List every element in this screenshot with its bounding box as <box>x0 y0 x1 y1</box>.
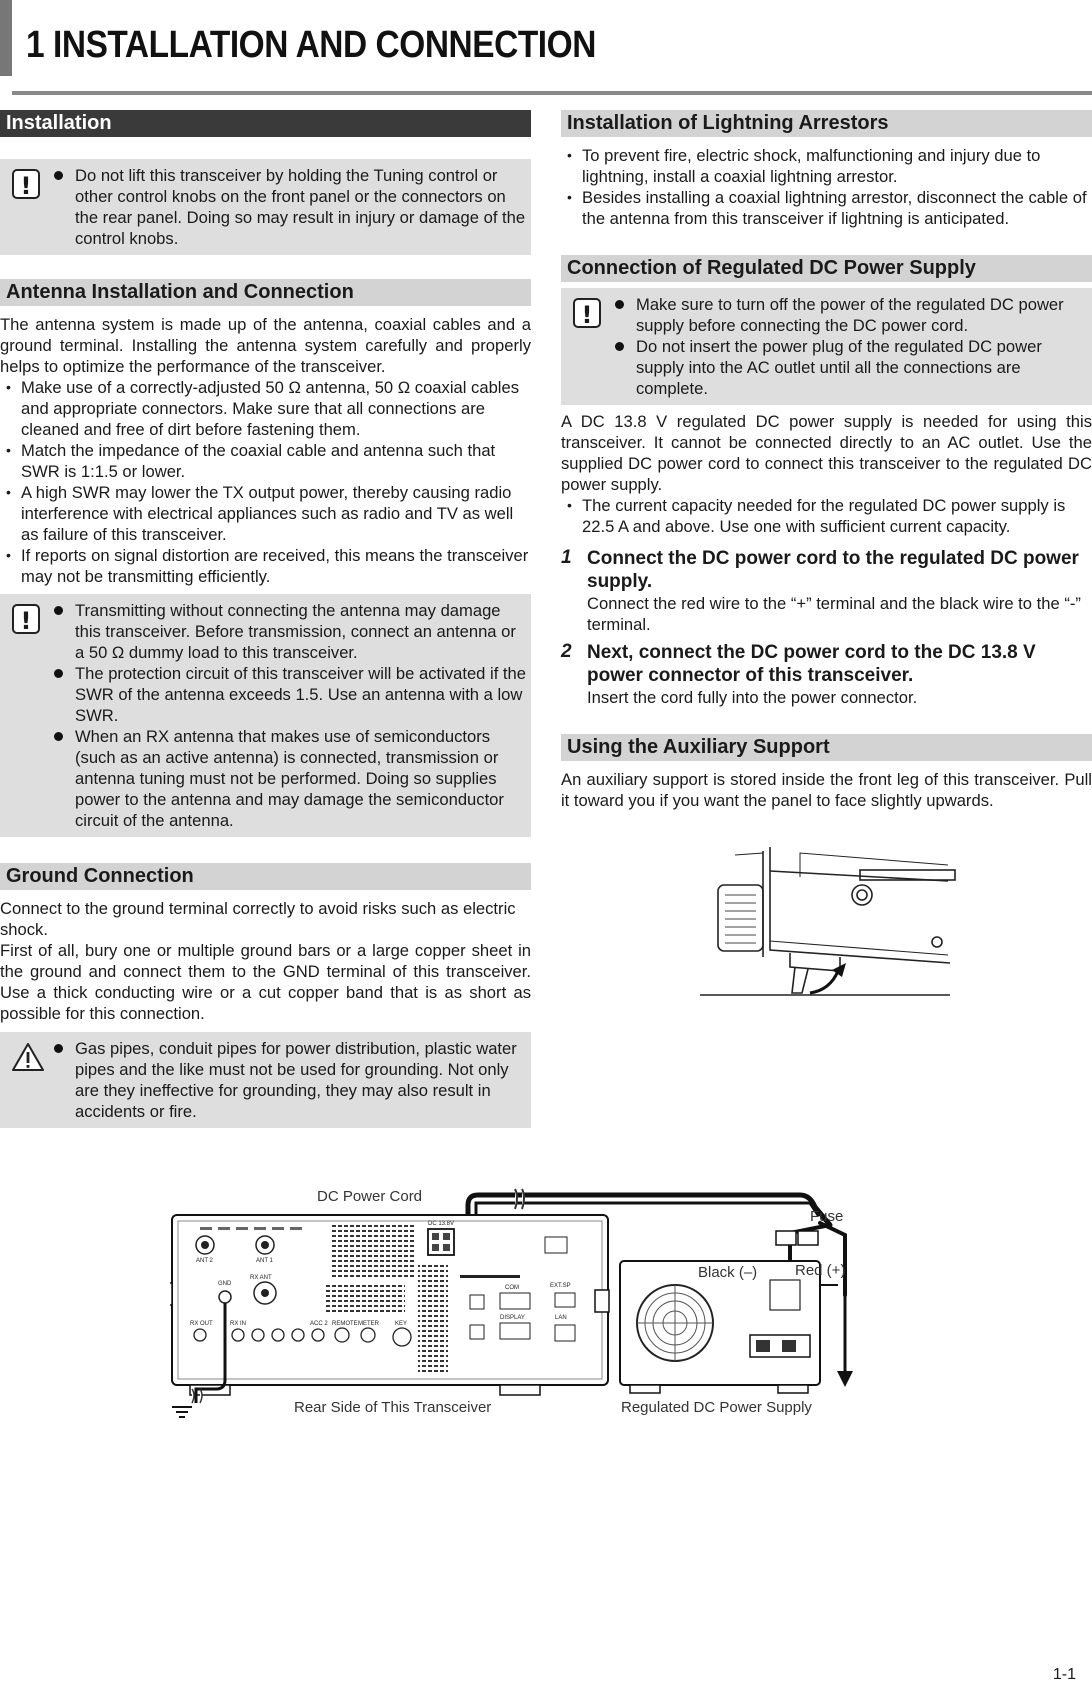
dcpower-intro: A DC 13.8 V regulated DC power supply is needed for using this transceiver. It cannot be connected directly to an AC outlet. Use the supplied DC power cord to connect this transceiver to the regulated DC power supply. <box>561 412 1092 494</box>
step-1 <box>561 547 1092 635</box>
panel-label: RX ANT <box>250 1275 272 1281</box>
rear-side-caption: Rear Side of This Transceiver <box>294 1399 492 1416</box>
panel-label: COM <box>505 1285 519 1291</box>
support-heading: Using the Auxiliary Support <box>561 734 1092 761</box>
caution-item: Transmitting without connecting the antenna may damage this transceiver. Before transmission, connect an antenna or a 50 Ω dummy load to this transceiver. <box>75 600 527 663</box>
dcpower-heading: Connection of Regulated DC Power Supply <box>561 255 1092 282</box>
black-wire-label: Black (–) <box>698 1264 758 1281</box>
antenna-caution <box>0 594 531 837</box>
dcpower-bullet: • The current capacity needed for the regulated DC power supply is 22.5 A and above. Use one with sufficient current capacity. <box>561 495 1092 537</box>
lightning-bullet: • To prevent fire, electric shock, malfunctioning and injury due to lightning, install a coaxial lightning arrestor. <box>561 145 1092 187</box>
panel-label: RX IN <box>230 1321 247 1327</box>
caution-icon: ! <box>12 604 40 634</box>
antenna-bullet: • If reports on signal distortion are received, this means the transceiver may not be transmitting efficiently. <box>0 545 531 587</box>
installation-heading: Installation <box>0 110 531 137</box>
step-title: Connect the DC power cord to the regulated DC power supply. <box>587 548 1079 592</box>
panel-label: DISPLAY <box>500 1315 525 1321</box>
antenna-bullets <box>0 377 531 587</box>
connection-diagram <box>170 1175 930 1555</box>
step-body: Insert the cord fully into the power connector. <box>587 688 918 707</box>
antenna-bullet: • Match the impedance of the coaxial cable and antenna such that SWR is 1:1.5 or lower. <box>0 440 531 482</box>
caution-item: The protection circuit of this transceiver will be activated if the SWR of the antenna exceeds 1.5. Use an antenna with a low SWR. <box>75 664 526 725</box>
panel-label: ANT 1 <box>256 1258 273 1264</box>
step-number: 2 <box>561 641 572 662</box>
ground-warning <box>0 1032 531 1128</box>
caution-icon: ! <box>573 298 601 328</box>
dcpower-bullets <box>561 495 1092 537</box>
lightning-bullet: • Besides installing a coaxial lightning arrestor, disconnect the cable of the antenna from this transceiver if lightning is anticipated. <box>561 187 1092 229</box>
panel-label: RX OUT <box>190 1321 213 1327</box>
antenna-bullet: • Make use of a correctly-adjusted 50 Ω antenna, 50 Ω coaxial cables and appropriate connectors. Make sure that all connections are cleaned and free of dirt before fastening them. <box>0 377 531 440</box>
power-supply-caption: Regulated DC Power Supply <box>621 1399 812 1416</box>
ground-symbol <box>172 1407 192 1417</box>
warning-icon <box>12 1042 44 1072</box>
warning-list <box>0 1038 527 1122</box>
left-column <box>0 110 531 1128</box>
installation-caution <box>0 159 531 255</box>
warning-item: Gas pipes, conduit pipes for power distribution, plastic water pipes and the like must not be used for grounding. Not only are they ineffective for grounding, they may also result in accidents or fire. <box>75 1038 527 1122</box>
antenna-intro: The antenna system is made up of the antenna, coaxial cables and a ground terminal. Installing the antenna system carefully and properly helps to optimize the performance of the transceiver. <box>0 315 531 376</box>
caution-icon: ! <box>12 169 40 199</box>
panel-label: KEY <box>395 1321 408 1327</box>
dcpower-caution <box>561 288 1092 405</box>
right-column <box>561 110 1092 811</box>
panel-label: METER <box>358 1321 379 1327</box>
fuse-holder <box>776 1231 796 1245</box>
caution-list <box>0 600 527 831</box>
caution-item: Do not insert the power plug of the regulated DC power supply into the AC outlet until all the connections are complete. <box>636 336 1088 399</box>
red-wire-label: Red (+) <box>795 1262 846 1279</box>
lightning-heading: Installation of Lightning Arrestors <box>561 110 1092 137</box>
dc-power-cord-label: DC Power Cord <box>317 1188 423 1205</box>
caution-item: Make sure to turn off the power of the regulated DC power supply before connecting the DC power cord. <box>636 294 1088 336</box>
fuse-label: Fuse <box>810 1208 844 1225</box>
transceiver-rear-panel <box>170 1215 609 1395</box>
chapter-accent-bar <box>0 0 12 76</box>
step-body: Connect the red wire to the “+” terminal and the black wire to the “-” terminal. <box>587 594 1081 634</box>
lightning-bullets <box>561 145 1092 229</box>
support-para: An auxiliary support is stored inside the front leg of this transceiver. Pull it toward you if you want the panel to face slightly upwards. <box>561 770 1092 810</box>
ground-para-1: Connect to the ground terminal correctly to avoid risks such as electric shock. <box>0 899 516 939</box>
antenna-heading: Antenna Installation and Connection <box>0 279 531 306</box>
panel-label: GND <box>218 1281 232 1287</box>
ground-para-2: First of all, bury one or multiple ground bars or a large copper sheet in the ground and connect them to the GND terminal of this transceiver. Use a thick conducting wire or a cut copper band that is as short as possible for this connection. <box>0 941 531 1023</box>
caution-item: When an RX antenna that makes use of semiconductors (such as an active antenna) is connected, transmission or antenna tuning must not be performed. Doing so supplies power to the antenna and may damage the semiconductor circuit of the antenna. <box>75 726 527 831</box>
caution-list <box>0 165 527 249</box>
panel-label: ANT 2 <box>196 1258 213 1264</box>
step-2 <box>561 641 1092 708</box>
chapter-rule <box>12 91 1092 95</box>
panel-label: REMOTE <box>332 1321 358 1327</box>
panel-label: ACC 2 <box>310 1321 328 1327</box>
step-title: Next, connect the DC power cord to the DC 13.8 V power connector of this transceiver. <box>587 642 1036 686</box>
caution-item: Do not lift this transceiver by holding the Tuning control or other control knobs on the front panel or the connectors on the rear panel. Doing so may result in injury or damage of the control knobs. <box>75 166 526 248</box>
auxiliary-support-illustration <box>690 845 960 1001</box>
panel-label: EXT.SP <box>550 1283 571 1289</box>
page-number: 1-1 <box>1052 1666 1076 1683</box>
antenna-bullet: • A high SWR may lower the TX output power, thereby causing radio interference with electrical appliances such as radio and TV as well as failure of this transceiver. <box>0 482 531 545</box>
chapter-title: 1 INSTALLATION AND CONNECTION <box>26 24 596 66</box>
step-number: 1 <box>561 547 572 568</box>
panel-label: LAN <box>555 1315 567 1321</box>
caution-list <box>561 294 1088 399</box>
ground-heading: Ground Connection <box>0 863 531 890</box>
panel-label: DC 13.8V <box>428 1221 455 1227</box>
